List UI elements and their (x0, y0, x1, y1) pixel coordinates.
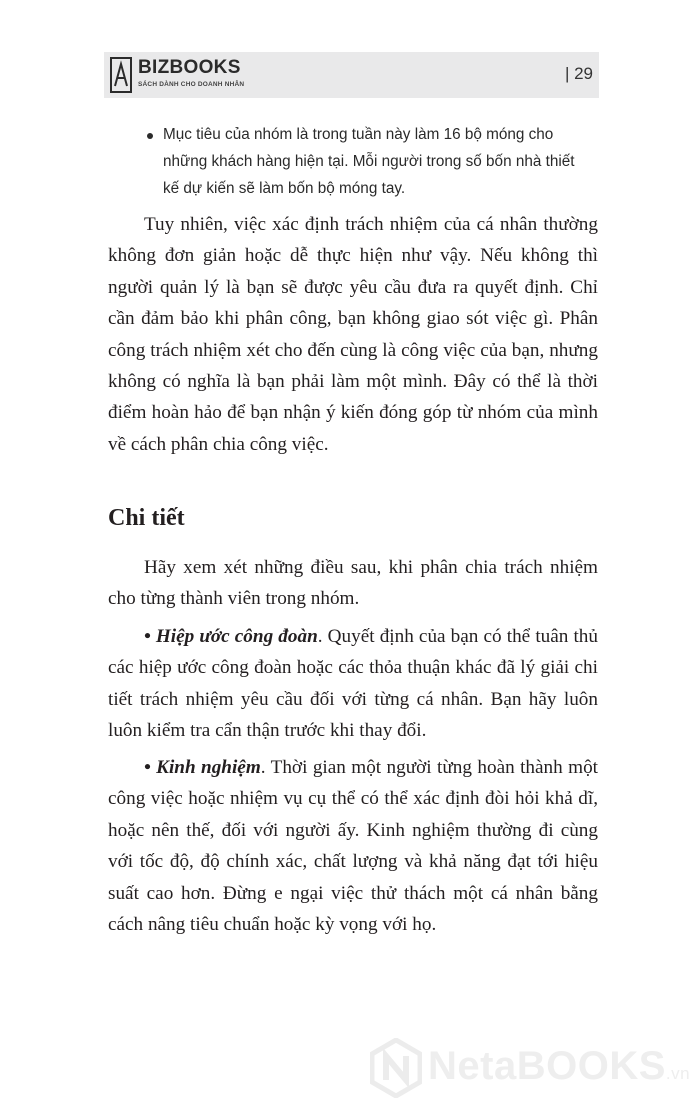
watermark-suffix: .vn (665, 1064, 691, 1083)
netabooks-logo-icon (370, 1038, 422, 1098)
watermark-brand: NetaBOOKS (428, 1044, 666, 1088)
term-union-agreement: Hiệp ước công đoàn (155, 626, 318, 647)
page-header (104, 52, 599, 98)
paragraph-2-text: Hãy xem xét những điều sau, khi phân chia trách nhiệm cho từng thành viên trong nhóm. (108, 557, 598, 610)
term-experience: Kinh nghiệm (156, 757, 261, 778)
item-1-text: . Quyết định của bạn có thể tuân thủ các hiệp ước công đoàn hoặc các thỏa thuận khác đã lý giải chi tiết trách nhiệm yêu cầu đối với từng cá nhân. Bạn hãy luôn luôn kiểm tra cẩn thận trước khi thay đổi. (108, 626, 598, 742)
item-2-text: . Thời gian một người từng hoàn thành một công việc hoặc nhiệm vụ cụ thể có thể xác định đòi hỏi khả dĩ, hoặc nên thế, đối với người ấy. Kinh nghiệm thường đi cùng với tốc độ, độ chính xác, chất lượng và khả năng đạt tới hiệu suất cao hơn. Đừng e ngại việc thử thách một cá nhân bằng cách nâng tiêu chuẩn hoặc kỳ vọng với họ. (108, 757, 598, 936)
bullet-icon (147, 133, 153, 139)
section-heading: Chi tiết (108, 505, 185, 531)
brand-name: BIZBOOKS (138, 57, 241, 78)
page-number: | 29 (564, 64, 593, 83)
watermark (370, 1036, 695, 1106)
bizbooks-logo-icon (110, 56, 132, 94)
paragraph-1-text: Tuy nhiên, việc xác định trách nhiệm của cá nhân thường không đơn giản hoặc dễ thực hiện như vậy. Nếu không thì người quản lý là bạn sẽ được yêu cầu đưa ra quyết định. Chỉ cần đảm bảo khi phân công, bạn không giao sót việc gì. Phân công trách nhiệm xét cho đến cùng là công việc của bạn, nhưng không có nghĩa là bạn phải làm một mình. Đây có thể là thời điểm hoàn hảo để bạn nhận ý kiến đóng góp từ nhóm của mình về cách phân chia công việc. (108, 214, 598, 455)
brand-tagline: SÁCH DÀNH CHO DOANH NHÂN (138, 81, 245, 88)
bullet-marker: • (144, 626, 156, 647)
watermark-text (428, 1044, 690, 1089)
paragraph-1 (108, 209, 598, 460)
list-item-experience (108, 752, 598, 940)
list-item-union-agreement (108, 621, 598, 747)
bullet-list-item (163, 121, 593, 202)
paragraph-2 (108, 552, 598, 615)
bullet-text: Mục tiêu của nhóm là trong tuần này làm 16 bộ móng cho những khách hàng hiện tại. Mỗi người trong số bốn nhà thiết kế dự kiến sẽ làm bốn bộ móng tay. (163, 126, 575, 197)
bullet-marker: • (144, 757, 157, 778)
